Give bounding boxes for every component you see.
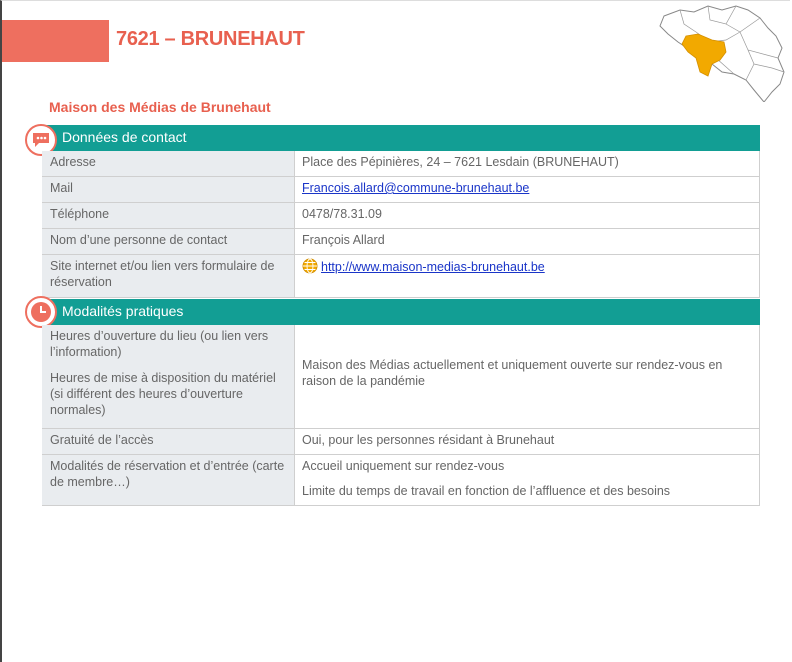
- contact-section-header: [42, 125, 760, 151]
- mail-label: Mail: [42, 177, 295, 202]
- practical-section-title: Modalités pratiques: [62, 303, 184, 319]
- organisation-title: Maison des Médias de Brunehaut: [49, 99, 271, 115]
- table-row: [42, 325, 760, 429]
- table-row: [42, 151, 760, 177]
- phone-value: 0478/78.31.09: [295, 203, 760, 228]
- website-link[interactable]: http://www.maison-medias-brunehaut.be: [321, 260, 545, 274]
- reservation-value-1: Accueil uniquement sur rendez-vous: [302, 459, 505, 473]
- table-row: [42, 255, 760, 298]
- mail-cell: [295, 177, 760, 202]
- clock-icon: [25, 296, 57, 328]
- header-accent-block: [2, 20, 109, 62]
- mail-link[interactable]: Francois.allard@commune-brunehaut.be: [302, 181, 530, 195]
- table-row: [42, 229, 760, 255]
- address-label: Adresse: [42, 151, 295, 176]
- free-access-value: Oui, pour les personnes résidant à Brunehaut: [295, 429, 760, 454]
- belgium-map-icon: [656, 2, 790, 102]
- hours-label-cell: [42, 325, 295, 428]
- table-row: [42, 203, 760, 229]
- contact-section-title: Données de contact: [62, 129, 187, 145]
- table-row: [42, 455, 760, 506]
- reservation-cell: [295, 455, 760, 505]
- table-row: [42, 429, 760, 455]
- opening-hours-label: Heures d’ouverture du lieu (ou lien vers l’information): [50, 329, 269, 359]
- reservation-value-2: Limite du temps de travail en fonction de l’affluence et des besoins: [302, 484, 671, 498]
- page-title: 7621 – BRUNEHAUT: [116, 28, 305, 50]
- website-label: Site internet et/ou lien vers formulaire de réservation: [42, 255, 295, 297]
- reservation-label: Modalités de réservation et d’entrée (carte de membre…): [42, 455, 295, 505]
- website-cell: [295, 255, 760, 297]
- free-access-label: Gratuité de l’accès: [42, 429, 295, 454]
- address-value: Place des Pépinières, 24 – 7621 Lesdain (BRUNEHAUT): [295, 151, 760, 176]
- contact-person-label: Nom d’une personne de contact: [42, 229, 295, 254]
- practical-section-header: [42, 299, 760, 325]
- equipment-hours-label: Heures de mise à disposition du matériel (si différent des heures d’ouverture normales): [50, 371, 276, 417]
- contact-person-value: François Allard: [295, 229, 760, 254]
- hours-value: Maison des Médias actuellement et uniquement ouverte sur rendez-vous en raison de la pandémie: [295, 325, 760, 428]
- table-row: [42, 177, 760, 203]
- globe-icon: [302, 258, 318, 274]
- phone-label: Téléphone: [42, 203, 295, 228]
